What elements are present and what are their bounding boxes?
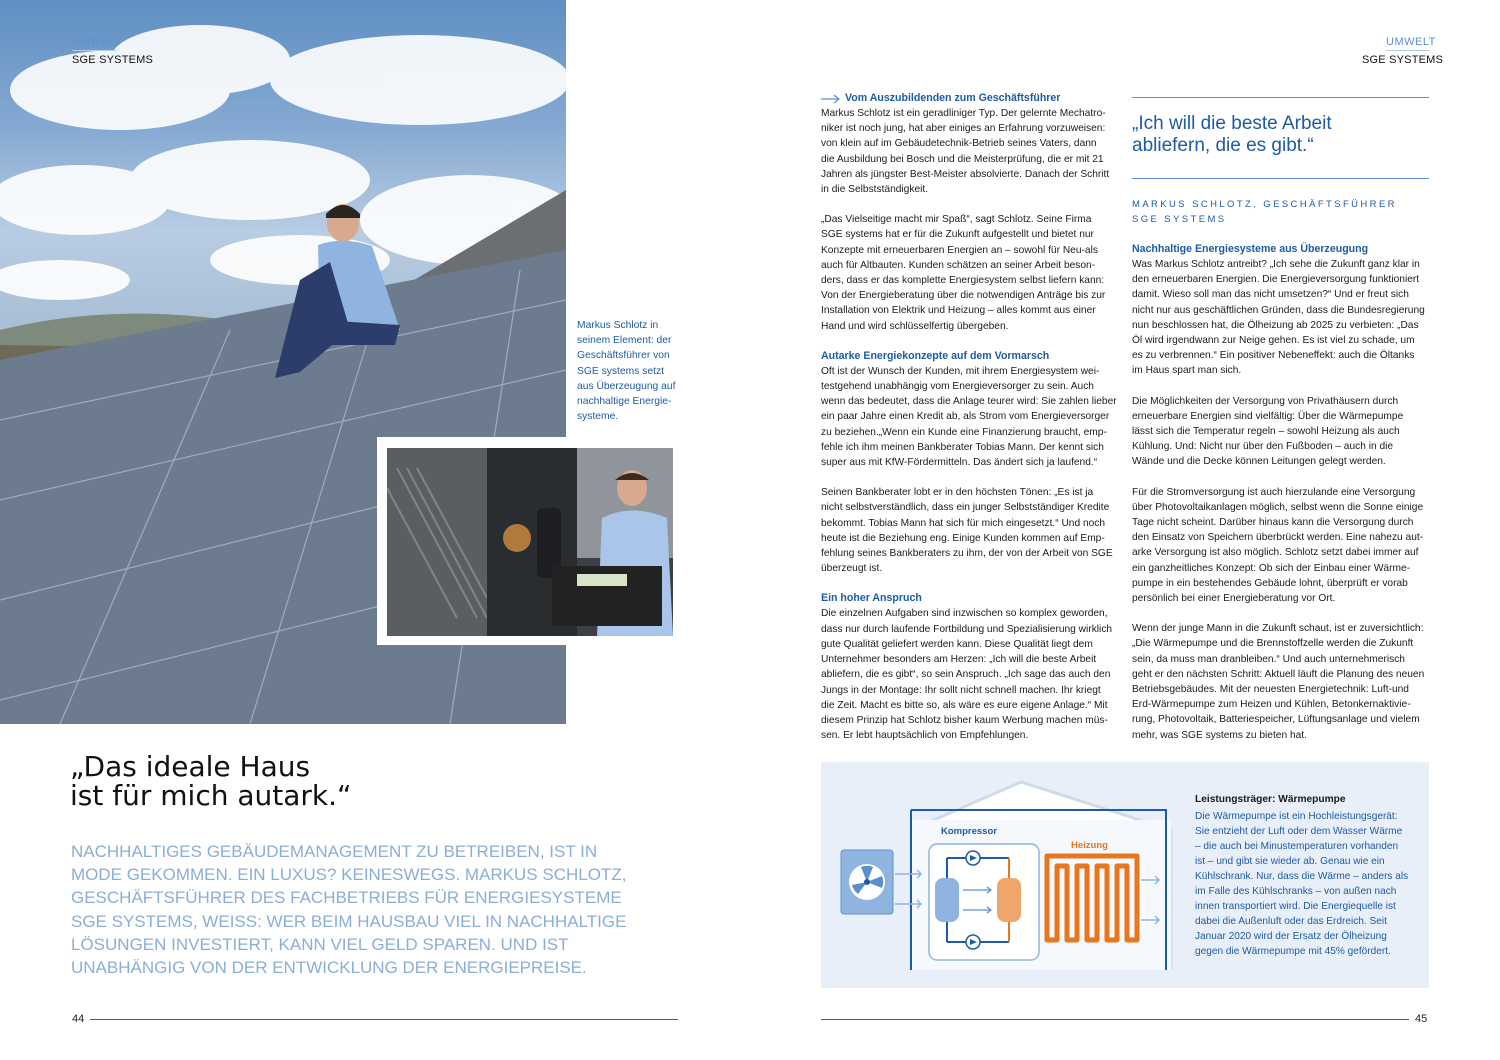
- heatpump-photo-frame: [377, 437, 683, 645]
- attribution-line-2: SGE SYSTEMS: [1132, 214, 1227, 225]
- section-tag-line-left: [72, 50, 116, 51]
- teaser: [71, 840, 631, 979]
- col2-paragraph-2: Die Möglichkeiten der Versorgung von Privathäusern durch erneuerbare Energien sind vielfältig: Über die Wärmepumpe lässt sich die Temperatur regeln – sowohl Heizung als auch Kühlung. Und: Nicht nur über den Fußboden – auch in die Wände und die Decke können Leitungen gelegt werden.: [1132, 395, 1404, 468]
- teaser-line: LÖSUNGEN INVESTIERT, KANN VIEL GELD SPAREN. UND IST: [71, 934, 569, 954]
- pull-quote-rule-bottom: [1132, 178, 1429, 179]
- col1-paragraph-2: „Das Vielseitige macht mir Spaß“, sagt Schlotz. Seine Firma SGE systems hat er für die Zukunft aufgestellt und bietet nur Konzepte mit erneuerbaren Energien an – sowohl für Neu-als auch für Altbauten. Kunden schätzen an seiner Arbeit beson- ders, dass er das komplette Energiesystem selbst liefern kann: Von der Energieberatung über die notwendigen Anträge bis zur Installation von Elektrik und Heizung – alles kommt aus einer Hand und wird schlüsselfertig übergeben.: [821, 214, 1106, 332]
- headline: [70, 752, 352, 810]
- col1-paragraph-5: Die einzelnen Aufgaben sind inzwischen so komplex geworden, dass nur durch laufende Fortbildung und Spezialisierung wirklich gute Qualität geliefert werden kann. Diese Qualität liegt dem Unternehmer besonders am Herzen: „Ich will die beste Arbeit abliefern, die es gibt“, so sein Anspruch. „Ich sage das auch den Jungs in der Montage: Ihr sollt nicht schnell machen. Ihr kriegt die Zeit. Macht es bitte so, als wäre es eure eigene Anlage.“ Mit diesem Prinzip hat Schlotz bisher kaum Werbung machen müs- sen. Er lebt hauptsächlich von Empfehlungen.: [821, 608, 1113, 742]
- page-number-left: 44: [72, 1013, 85, 1025]
- col2-paragraph-4: Wenn der junge Mann in die Zukunft schaut, ist er zuversichtlich: „Die Wärmepumpe und die Brennstoffzelle werden die Zukunft sein, da muss man dranbleiben.“ Und auch unternehmerisch geht er den nächsten Schritt: Aktuell läuft die Planung des neuen Betriebsgebäudes. Mit der neuesten Energietechnik: Luft-und Erd-Wärmepumpe zum Heizen und Kühlen, Betonkernaktivie- rung, Photovoltaik, Batteriespeicher, Lüftungsanlage und vielem mehr, was SGE systems zu bieten hat.: [1132, 623, 1425, 741]
- col2-paragraph-3: Für die Stromversorgung ist auch hierzulande eine Versorgung über Photovoltaikanlagen möglich, selbst wenn die Sonne einige Tage nicht scheint. Darüber hinaus kann die Versorgung durch den Einsatz von Speichern überbrückt werden. Eine nahezu aut- arke Versorgung ist also möglich. Schlotz setzt dabei immer auf ein ganzheitliches Konzept: Ob sich der Einbau einer Wärme- pumpe in ein bestehendes Gebäude lohnt, überprüft er vorab persönlich bei einer Energieberatung vor Ort.: [1132, 486, 1424, 605]
- heatpump-diagram: [821, 770, 1191, 980]
- section-tag-right: UMWELT: [1386, 36, 1436, 48]
- section-name-right: SGE SYSTEMS: [1362, 54, 1444, 66]
- col1-heading-3: Ein hoher Anspruch: [821, 592, 922, 605]
- pull-quote-rule-top: [1132, 97, 1429, 98]
- col1-paragraph-3: Oft ist der Wunsch der Kunden, mit ihrem Energiesystem wei- testgehend unabhängig vom Energieversorger zu sein. Auch wenn das bedeutet, dass die Anlage teurer wird: Sie zahlen lieber ein paar Jahre einen Kredit ab, als Strom vom Energieversorger zu beziehen.„Wenn ein Kunde eine Finanzierung braucht, emp- fehle ich ihm meinen Bankberater Tobias Mann. Der kennt sich super aus mit KfW-Fördermitteln. Das ändert sich ja laufend.“: [821, 365, 1117, 469]
- teaser-line: UNABHÄNGIG VON DER ENTWICKLUNG DER ENERGIEPREISE.: [71, 958, 587, 978]
- col1-heading-1: [821, 91, 1121, 106]
- col1-paragraph-1: Markus Schlotz ist ein geradliniger Typ. Der gelernte Mechatro- niker ist noch jung, hat aber einiges an Erfahrung vorzuweisen: von klein auf im Gebäudetechnik-Betrieb seines Vaters, dann die Ausbildung bei Bosch und die Meisterprüfung, die er mit 21 Jahren als jüngster Best-Meister absolvierte. Danach der Schritt in die Selbstständigkeit.: [821, 108, 1110, 196]
- teaser-line: SGE SYSTEMS, WEISS: WER BEIM HAUSBAU VIEL IN NACHHALTIGE: [71, 911, 627, 931]
- infobox-text: Die Wärmepumpe ist ein Hochleistungsgerät: Sie entzieht der Luft oder dem Wasser Wärme – die auch bei Minustemperaturen vorhanden ist – und gibt sie wieder ab. Genau wie ein Kühlschrank. Nur, dass die Wärme – anders als im Falle des Kühlschranks – von außen nach innen transportiert wird. Die Energiequelle ist dabei die Außenluft oder das Erdreich. Seit Januar 2020 wird der Ersatz der Ölheizung gegen die Wärmepumpe mit 45% gefördert.: [1195, 811, 1409, 957]
- section-tag-line-right: [1386, 50, 1430, 51]
- col2-heading-1: Nachhaltige Energiesysteme aus Überzeugung: [1132, 243, 1369, 255]
- label-kompressor: Kompressor: [941, 826, 997, 837]
- col1-heading-1-text: Vom Auszubildenden zum Geschäftsführer: [845, 92, 1061, 104]
- headline-line-2: ist für mich autark.“: [70, 779, 352, 812]
- teaser-line: NACHHALTIGES GEBÄUDEMANAGEMENT ZU BETREIBEN, IST IN: [71, 842, 598, 861]
- section-tag-left: UMWELT: [72, 36, 122, 48]
- section-name-left: SGE SYSTEMS: [72, 54, 154, 66]
- col2-paragraph-1: Was Markus Schlotz antreibt? „Ich sehe die Zukunft ganz klar in den erneuerbaren Energien. Die Energieversorgung funktioniert damit. Wieso soll man das nicht umsetzen?“ Und er freut sich nicht nur aus geschäftlichen Gründen, dass die Bundesregierung nun beschlossen hat, die Ölheizung ab 2025 zu verbieten: „Das Öl wird irgendwann zur Neige gehen. Es ist viel zu schade, um es zu verbrennen.“ Ein positiver Nebeneffekt: auch die Öltanks im Haus spart man sich.: [1132, 259, 1425, 377]
- footer-rule-left: [90, 1019, 678, 1020]
- headline-line-1: „Das ideale Haus: [70, 750, 311, 783]
- valve-icon: [966, 935, 980, 949]
- heatpump-infobox: [821, 762, 1429, 988]
- label-heizung: Heizung: [1071, 840, 1108, 851]
- teaser-line: GESCHÄFTSFÜHRER DES FACHBETRIEBS FÜR ENERGIESYSTEME: [71, 888, 622, 908]
- pump-icon: [966, 851, 980, 865]
- attribution-line-1: MARKUS SCHLOTZ, GESCHÄFTSFÜHRER: [1132, 199, 1397, 210]
- col1-heading-2: Autarke Energiekonzepte auf dem Vormarsch: [821, 349, 1050, 362]
- fan-icon: [849, 864, 885, 900]
- teaser-line: MODE GEKOMMEN. EIN LUXUS? KEINESWEGS. MARKUS SCHLOTZ,: [71, 865, 627, 885]
- article-column-2: [1132, 242, 1432, 743]
- arrow-right-icon: [821, 94, 841, 104]
- article-column-1: [821, 91, 1121, 743]
- photo-caption: Markus Schlotz in seinem Element: der Geschäftsführer von SGE systems setzt aus Überzeugung auf nachhaltige Energie- systeme.: [577, 320, 676, 423]
- heatpump-photo: [387, 448, 673, 636]
- footer-rule-right: [821, 1019, 1409, 1020]
- col1-paragraph-4: Seinen Bankberater lobt er in den höchsten Tönen: „Es ist ja nicht selbstverständlich, dass ein junger Selbstständiger Kredite bekommt. Tobias Mann hat sich für mich eingesetzt.“ Und noch heute ist die Beziehung eng. Einige Kunden kommen auf Emp- fehlung seines Bankberaters zu ihm, der von der Arbeit von SGE überzeugt ist.: [821, 487, 1113, 575]
- page-number-right: 45: [1415, 1013, 1428, 1025]
- infobox-title: Leistungsträger: Wärmepumpe: [1195, 794, 1346, 805]
- pull-quote: „Ich will die beste Arbeit abliefern, die es gibt.“: [1132, 113, 1332, 156]
- quote-attribution: [1132, 197, 1397, 227]
